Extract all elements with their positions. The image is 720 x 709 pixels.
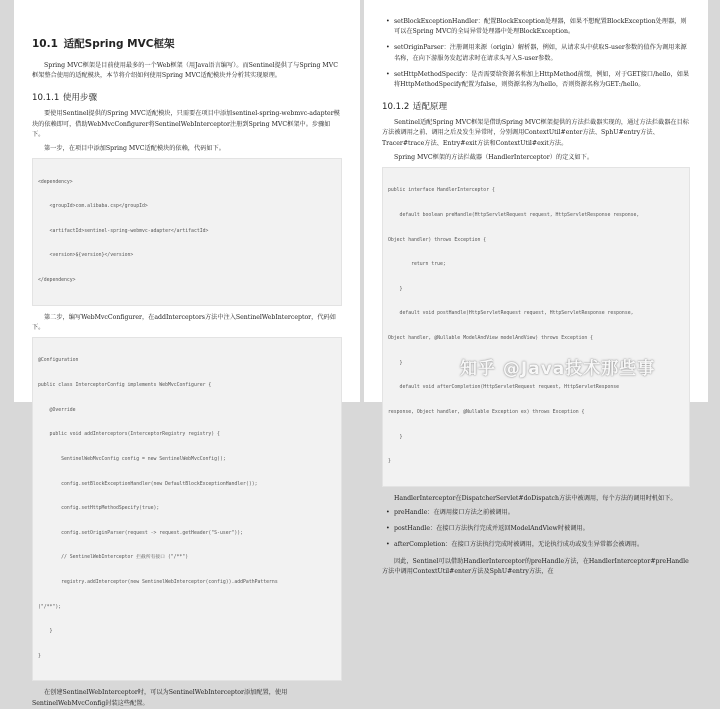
list-item: • postHandle：在接口方法执行完成并返回ModelAndView时被调用。 bbox=[386, 524, 690, 534]
subsection-number: 10.1.2 bbox=[382, 102, 410, 113]
list-item: • setBlockExceptionHandler：配置BlockException处理器，如果不想配置BlockException处理器，则可以在Spring MVC的全局异常处理器中处理BlockException。 bbox=[386, 17, 690, 37]
paragraph: 因此，Sentinel可以借助HandlerInterceptor的preHandle方法，在HandlerInterceptor#preHandle方法中调用ContextUtil#enter方法及SphU#entry方法，在 bbox=[382, 557, 689, 575]
code-line: @Override bbox=[38, 407, 76, 413]
subsection-heading bbox=[382, 100, 690, 112]
section-number: 10.1 bbox=[32, 38, 58, 50]
code-block-interceptor-config bbox=[32, 337, 342, 681]
code-line: <groupId>com.alibaba.csp</groupId> bbox=[38, 204, 148, 210]
paragraph: Sentinel适配Spring MVC框架是借助Spring MVC框架提供的方法拦截器实现的，通过方法拦截器在目标方法被调用之前、调用之后及发生异常时，分别调用ContextUtil#enter方法、SphU#entry方法、Tracer#trace方法、Entry#exit方法和ContextUtil#exit方法。 bbox=[382, 119, 689, 147]
code-line: // SentinelWebInterceptor 拦截所有接口 ("/**") bbox=[38, 555, 189, 561]
code-line: default void postHandle(HttpServletRequest request, HttpServletResponse response, bbox=[388, 311, 634, 317]
code-line: Object handler, @Nullable ModelAndView modelAndView) throws Exception { bbox=[388, 336, 594, 342]
code-line: registry.addInterceptor(new SentinelWebInterceptor(config)).addPathPatterns bbox=[38, 579, 278, 585]
section-title: 适配Spring MVC框架 bbox=[63, 38, 175, 50]
code-line: config.setBlockExceptionHandler(new DefaultBlockExceptionHandler()); bbox=[38, 481, 258, 487]
paragraph: 在创建SentinelWebInterceptor时，可以为SentinelWebInterceptor添加配置，使用SentinelWebMvcConfig封装这些配置。 bbox=[32, 689, 288, 707]
code-line: config.setOriginParser(request -> request.getHeader("S-user")); bbox=[38, 530, 244, 536]
code-line: config.setHttpMethodSpecify(true); bbox=[38, 506, 160, 512]
document-page-left bbox=[14, 0, 360, 707]
code-line: } bbox=[388, 459, 391, 465]
code-line: } bbox=[388, 286, 403, 292]
list-item: • setHttpMethodSpecify：是否需要给资源名称加上HttpMethod前缀，例如，对于GET接口/hello，如果将HttpMethodSpecify配置为false，则资源名称为/hello，否则资源名称为GET:/hello。 bbox=[386, 70, 690, 90]
code-line: </dependency> bbox=[38, 278, 76, 284]
code-line: <version>${version}</version> bbox=[38, 253, 134, 259]
call-timing-list bbox=[382, 508, 690, 551]
code-line: Object handler) throws Exception { bbox=[388, 237, 487, 243]
subsection-heading bbox=[32, 91, 342, 103]
code-line: ("/**"); bbox=[38, 604, 62, 610]
code-line: } bbox=[388, 434, 403, 440]
code-line: public void addInterceptors(InterceptorRegistry registry) { bbox=[38, 432, 220, 438]
code-line: <artifactId>sentinel-spring-webmvc-adapter</artifactId> bbox=[38, 228, 209, 234]
code-line: return true; bbox=[388, 262, 446, 268]
step-one-text: 第一步，在项目中添加Spring MVC适配模块的依赖，代码如下。 bbox=[44, 145, 225, 153]
paragraph: Spring MVC框架的方法拦截器（HandlerInterceptor）的定义如下。 bbox=[394, 153, 594, 161]
code-line: } bbox=[38, 629, 53, 635]
list-item: • afterCompletion：在接口方法执行完成时被调用，无论执行成功或发生异常都会被调用。 bbox=[386, 540, 690, 550]
code-line: public interface HandlerInterceptor { bbox=[388, 188, 495, 194]
document-page-right bbox=[364, 0, 708, 575]
code-line: } bbox=[388, 360, 403, 366]
code-block-handler-interceptor bbox=[382, 167, 690, 487]
list-item: • preHandle：在调用接口方法之前被调用。 bbox=[386, 508, 690, 518]
code-line: @Configuration bbox=[38, 358, 79, 364]
list-item: • setOriginParser：注册调用来源（origin）解析器，例如，从请求头中获取S-user参数的值作为调用来源名称，在向下游服务发起请求时在请求头写入S-user参数。 bbox=[386, 43, 690, 63]
subsection-title: 适配原理 bbox=[412, 102, 448, 113]
code-line: <dependency> bbox=[38, 179, 73, 185]
step-two-text: 第二步，编写WebMvcConfigurer，在addInterceptors方法中注入SentinelWebInterceptor，代码如下。 bbox=[32, 313, 336, 331]
code-line: response, Object handler, @Nullable Exception ex) throws Exception { bbox=[388, 409, 585, 415]
subsection-title: 使用步骤 bbox=[62, 93, 98, 104]
code-block-dependency bbox=[32, 158, 342, 305]
code-line: default boolean preHandle(HttpServletRequest request, HttpServletResponse response, bbox=[388, 213, 640, 219]
code-line: SentinelWebMvcConfig config = new SentinelWebMvcConfig(); bbox=[38, 456, 226, 462]
paragraph: Spring MVC框架是目前使用最多的一个Web框架（用Java语言编写）。而Sentinel提供了与Spring MVC框架整合使用的适配模块，本节将介绍如何使用Spring MVC适配模块并分析其实现原理。 bbox=[32, 62, 338, 80]
zhihu-watermark: 知乎 @Java技术那些事 bbox=[460, 359, 656, 379]
paragraph: 要使用Sentinel提供的Spring MVC适配模块，只需要在项目中添加sentinel-spring-webmvc-adapter模块的依赖即可，借助WebMvcConfigurer将SentinelWebInterceptor注册到Spring MVC框架中。步骤如下。 bbox=[32, 110, 340, 138]
section-heading bbox=[32, 36, 342, 51]
subsection-number: 10.1.1 bbox=[32, 93, 60, 104]
code-line: } bbox=[38, 653, 41, 659]
paragraph: HandlerInterceptor在DispatcherServlet#doDispatch方法中被调用，每个方法的调用时机如下。 bbox=[394, 494, 677, 502]
config-options-list bbox=[382, 17, 690, 90]
code-line: default void afterCompletion(HttpServletRequest request, HttpServletResponse bbox=[388, 385, 620, 391]
code-line: public class InterceptorConfig implements WebMvcConfigurer { bbox=[38, 383, 212, 389]
